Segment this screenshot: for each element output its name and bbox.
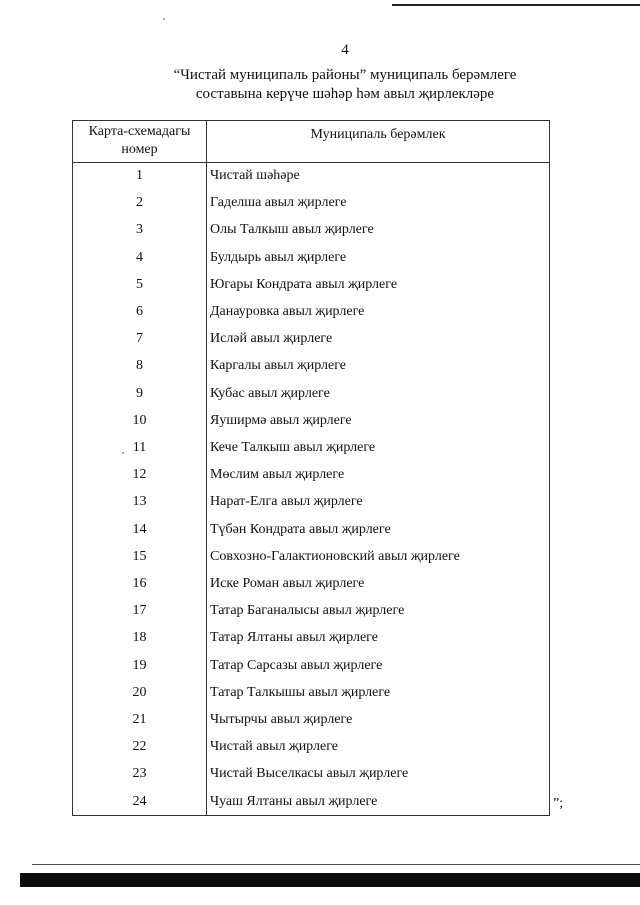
row-number: 10 [132,412,147,428]
row-number: 3 [136,222,143,238]
header-divider [73,162,549,163]
table-row [73,436,549,463]
row-number: 12 [132,467,147,483]
table-row [73,545,549,572]
row-number: 14 [132,521,147,537]
table-row [73,490,549,517]
table-row [73,218,549,245]
table-row [73,382,549,409]
page-number: 4 [341,42,349,58]
row-number: 1 [136,168,143,183]
row-settlement-name: Чистай Выселкасы авыл җирлеге [210,766,409,782]
table-row [73,626,549,653]
row-number: 17 [132,603,147,619]
top-scan-rule [392,4,640,6]
municipal-table [72,120,550,816]
row-settlement-name: Гаделша авыл җирлеге [210,195,347,211]
row-settlement-name: Чистай авыл җирлеге [210,739,338,755]
row-number: 11 [132,440,147,455]
row-settlement-name: Чуаш Ялтаны авыл җирлеге [210,793,378,809]
table-row [73,409,549,436]
row-number: 9 [136,385,143,401]
row-number: 2 [136,195,143,211]
row-settlement-name: Каргалы авыл җирлеге [210,358,347,374]
row-settlement-name: Татар Талкышы авыл җирлеге [210,684,391,700]
table-row [73,164,549,191]
header-map-number-line1: Карта-схемадагы [88,124,191,139]
table-row [73,191,549,218]
table-row [73,354,549,381]
row-number: 18 [132,630,147,646]
row-settlement-name: Чистай шәһәре [210,168,300,183]
table-row [73,681,549,708]
title-line-2: составына керүче шәһәр һәм авыл җирлекләре [195,86,495,102]
row-settlement-name: Югары Кондрата авыл җирлеге [210,276,398,292]
scan-speck [163,18,165,20]
row-settlement-name: Иске Роман авыл җирлеге [210,576,365,591]
closing-mark: ”; [553,796,564,811]
row-settlement-name: Булдырь авыл җирлеге [210,249,347,265]
table-row [73,463,549,490]
bottom-scan-bar [20,873,640,887]
row-settlement-name: Кубас авыл җирлеге [210,385,330,401]
row-number: 21 [132,712,147,727]
table-row [73,654,549,681]
document-title [0,66,640,104]
row-settlement-name: Татар Ялтаны авыл җирлеге [210,630,378,646]
row-number: 22 [132,739,147,755]
row-settlement-name: Олы Талкыш авыл җирлеге [210,222,374,238]
row-settlement-name: Ислəй авыл җирлеге [210,331,333,347]
row-number: 8 [136,358,143,374]
table-row [73,762,549,789]
row-settlement-name: Татар Сарсазы авыл җирлеге [210,657,383,673]
table-row [73,572,549,599]
row-number: 7 [136,331,143,347]
row-settlement-name: Мөслим авыл җирлеге [210,467,345,483]
row-settlement-name: Совхозно-Галактионовский авыл җирлеге [210,548,460,564]
row-number: 20 [132,684,147,700]
row-settlement-name: Түбән Кондрата авыл җирлеге [210,521,391,537]
row-number: 19 [132,657,147,673]
row-number: 15 [132,548,147,564]
header-map-number [73,123,206,159]
row-number: 5 [136,276,143,292]
row-number: 4 [136,249,143,265]
row-number: 23 [132,766,147,782]
table-row [73,327,549,354]
row-settlement-name: Нарат-Елга авыл җирлеге [210,494,363,510]
header-map-number-line2: номер [121,142,158,157]
table-row [73,599,549,626]
row-number: 6 [136,304,143,319]
row-number: 16 [132,576,147,591]
header-municipality: Муниципаль берәмлек [310,127,446,142]
table-row [73,518,549,545]
row-number: 24 [132,793,147,809]
table-row [73,790,549,817]
title-line-1: “Чистай муниципаль районы” муниципаль берәмлеге [173,67,517,83]
row-settlement-name: Татар Баганалысы авыл җирлеге [210,603,405,619]
bottom-scan-rule [32,864,640,865]
row-settlement-name: Чытырчы авыл җирлеге [210,712,353,727]
table-row [73,300,549,327]
row-settlement-name: Данауровка авыл җирлеге [210,304,365,319]
table-row [73,708,549,735]
table-row [73,246,549,273]
row-settlement-name: Яуширмə авыл җирлеге [210,412,352,428]
row-settlement-name: Кече Талкыш авыл җирлеге [210,440,376,455]
row-number: 13 [132,494,147,510]
table-row [73,273,549,300]
table-row [73,735,549,762]
